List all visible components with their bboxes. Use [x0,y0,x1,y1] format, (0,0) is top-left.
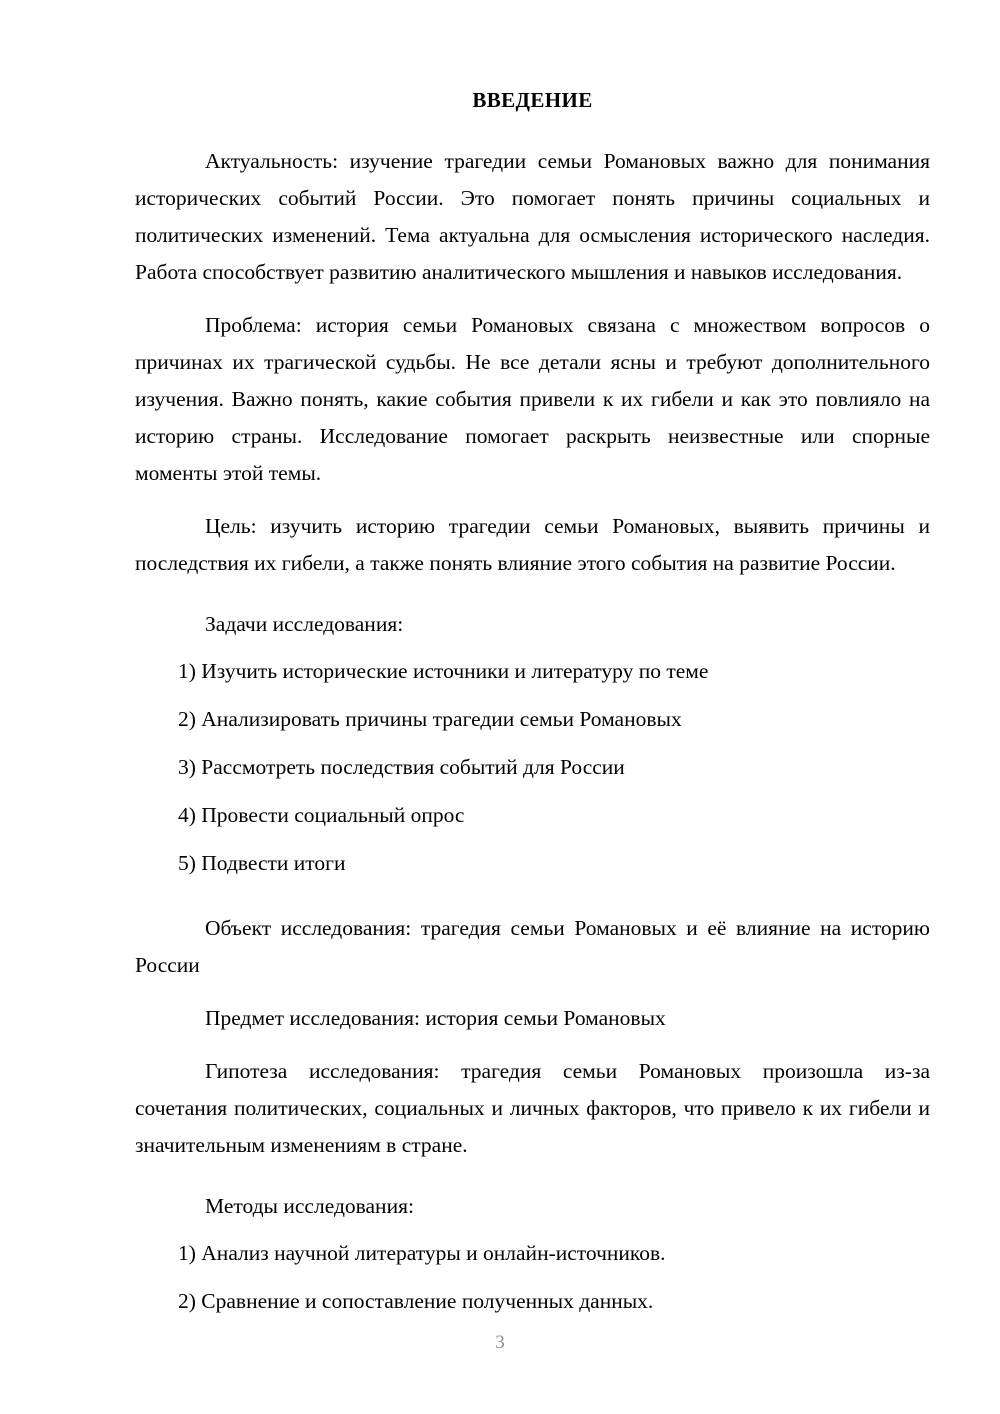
page-title: ВВЕДЕНИЕ [472,88,593,112]
spacer [135,1180,930,1188]
spacer [135,896,930,910]
paragraph-problem: Проблема: история семьи Романовых связана с множеством вопросов о причинах их трагической судьбы. Не все детали ясны и требуют дополнительного изучения. Важно понять, какие события привели к их гибели и как это повлияло на историю страны. Исследование помогает раскрыть неизвестные или спорные моменты этой темы. [135,313,930,486]
tasks-list [135,653,930,882]
list-item: 1) Анализ научной литературы и онлайн-источников. [178,1241,666,1266]
page-number: 3 [495,1332,505,1353]
paragraph-subject: Предмет исследования: история семьи Романовых [205,1006,666,1031]
spacer [135,598,930,606]
list-item: 3) Рассмотреть последствия событий для России [178,755,625,780]
methods-heading: Методы исследования: [205,1194,414,1219]
tasks-heading: Задачи исследования: [205,612,404,637]
list-item: 5) Подвести итоги [178,851,346,876]
paragraph-goal: Цель: изучить историю трагедии семьи Романовых, выявить причины и последствия их гибели, а также понять влияние этого события на развитие России. [135,514,930,576]
list-item: 2) Анализировать причины трагедии семьи Романовых [178,707,682,732]
paragraph-hypothesis: Гипотеза исследования: трагедия семьи Романовых произошла из-за сочетания политических, социальных и личных факторов, что привело к их гибели и значительным изменениям в стране. [135,1059,930,1158]
list-item: 2) Сравнение и сопоставление полученных данных. [178,1289,654,1314]
methods-list [135,1235,930,1320]
list-item: 4) Провести социальный опрос [178,803,465,828]
paragraph-relevance: Актуальность: изучение трагедии семьи Романовых важно для понимания исторических событий России. Это помогает понять причины социальных и политических изменений. Тема актуальна для осмысления исторического наследия. Работа способствует развитию аналитического мышления и навыков исследования. [135,149,930,285]
paragraph-object: Объект исследования: трагедия семьи Романовых и её влияние на историю России [135,916,930,978]
list-item: 1) Изучить исторические источники и литературу по теме [178,659,709,684]
document-body [135,88,930,1334]
